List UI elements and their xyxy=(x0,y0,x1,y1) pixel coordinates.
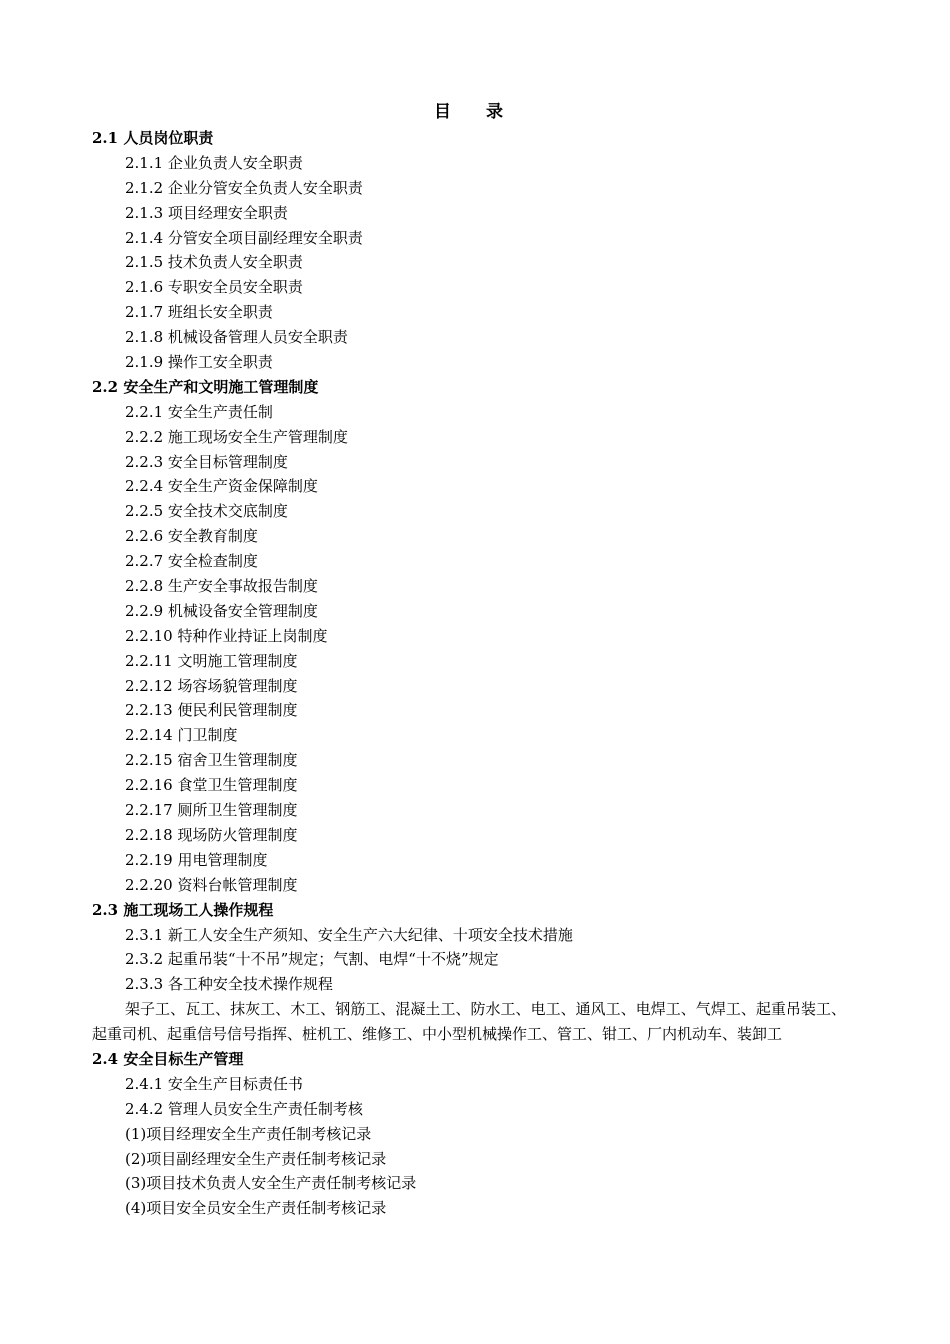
toc-item: 2.2.8 生产安全事故报告制度 xyxy=(125,577,318,596)
section-heading: 2.2 安全生产和文明施工管理制度 xyxy=(92,377,319,396)
toc-item: 2.1.8 机械设备管理人员安全职责 xyxy=(125,328,348,347)
toc-item: 2.2.10 特种作业持证上岗制度 xyxy=(125,626,328,645)
toc-item: 2.2.17 厕所卫生管理制度 xyxy=(125,801,298,820)
title-char-1: 目 xyxy=(434,102,452,122)
toc-item: (2)项目副经理安全生产责任制考核记录 xyxy=(125,1149,387,1168)
toc-item: 2.1.4 分管安全项目副经理安全职责 xyxy=(125,228,363,247)
section-heading: 2.3 施工现场工人操作规程 xyxy=(92,900,274,919)
toc-item: 2.3.2 起重吊装“十不吊”规定；气割、电焊“十不烧”规定 xyxy=(125,950,499,969)
toc-item: 2.2.18 现场防火管理制度 xyxy=(125,825,298,844)
toc-item: (4)项目安全员安全生产责任制考核记录 xyxy=(125,1199,387,1218)
toc-item: 2.2.20 资料台帐管理制度 xyxy=(125,875,298,894)
section-heading: 2.4 安全目标生产管理 xyxy=(92,1049,244,1068)
toc-item: 2.2.6 安全教育制度 xyxy=(125,527,258,546)
toc-item: 2.2.16 食堂卫生管理制度 xyxy=(125,776,298,795)
toc-item: 2.2.11 文明施工管理制度 xyxy=(125,651,298,670)
toc-item: 2.1.5 技术负责人安全职责 xyxy=(125,253,303,272)
toc-item: 2.1.3 项目经理安全职责 xyxy=(125,203,288,222)
toc-item: 2.2.2 施工现场安全生产管理制度 xyxy=(125,427,348,446)
toc-item: 2.2.19 用电管理制度 xyxy=(125,850,268,869)
toc-item: 2.2.4 安全生产资金保障制度 xyxy=(125,477,318,496)
page-title xyxy=(92,98,846,126)
toc-item: 2.2.12 场容场貌管理制度 xyxy=(125,676,298,695)
toc-item: 2.1.2 企业分管安全负责人安全职责 xyxy=(125,178,363,197)
title-char-2: 录 xyxy=(486,102,504,122)
toc-item: 2.2.15 宿舍卫生管理制度 xyxy=(125,751,298,770)
section-heading: 2.1 人员岗位职责 xyxy=(92,129,214,147)
toc-item: 2.2.3 安全目标管理制度 xyxy=(125,452,288,471)
toc-item: 2.4.2 管理人员安全生产责任制考核 xyxy=(125,1099,363,1118)
toc-item: 2.3.1 新工人安全生产须知、安全生产六大纪律、十项安全技术措施 xyxy=(125,925,573,944)
toc-item: 2.1.1 企业负责人安全职责 xyxy=(125,153,303,172)
trade-list-paragraph: 架子工、瓦工、抹灰工、木工、钢筋工、混凝土工、防水工、电工、通风工、电焊工、气焊工、起重吊装工、起重司机、起重信号信号指挥、桩机工、维修工、中小型机械操作工、管工、钳工、厂内机动车、装卸工 xyxy=(92,1000,846,1044)
toc-item: 2.2.5 安全技术交底制度 xyxy=(125,502,288,521)
toc-item: (1)项目经理安全生产责任制考核记录 xyxy=(125,1124,372,1143)
toc-item: 2.2.14 门卫制度 xyxy=(125,726,238,745)
toc-item: 2.2.1 安全生产责任制 xyxy=(125,402,273,421)
toc-page xyxy=(92,98,846,1221)
toc-item: 2.1.9 操作工安全职责 xyxy=(125,353,273,372)
toc-item: 2.2.7 安全检查制度 xyxy=(125,552,258,571)
toc-item: 2.3.3 各工种安全技术操作规程 xyxy=(125,975,333,994)
toc-item: 2.4.1 安全生产目标责任书 xyxy=(125,1074,303,1093)
toc-item: (3)项目技术负责人安全生产责任制考核记录 xyxy=(125,1174,417,1193)
toc-item: 2.2.13 便民利民管理制度 xyxy=(125,701,298,720)
toc-item: 2.2.9 机械设备安全管理制度 xyxy=(125,601,318,620)
toc-item: 2.1.6 专职安全员安全职责 xyxy=(125,278,303,297)
toc-item: 2.1.7 班组长安全职责 xyxy=(125,303,273,322)
